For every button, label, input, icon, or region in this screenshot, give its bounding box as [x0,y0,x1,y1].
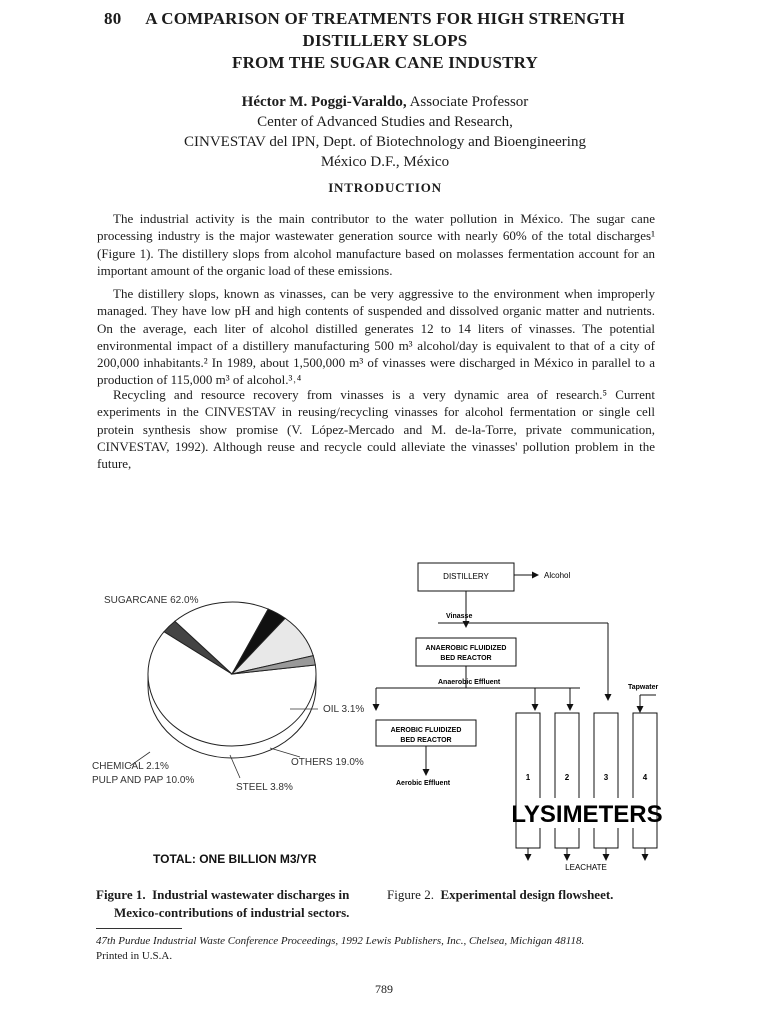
label-anaerobic-2: BED REACTOR [440,655,492,662]
fig2-label: Figure 2. [387,887,434,902]
label-pulp: PULP AND PAP 10.0% [92,775,195,786]
paper-title [40,8,730,74]
pie-slices [148,602,316,758]
author-location: México D.F., México [320,154,450,170]
column-label-3: 3 [603,773,609,782]
footnote-rule [96,928,182,929]
label-aerobic-2: BED REACTOR [400,737,452,744]
pie-chart [0,580,390,880]
label-anaerobic-effluent: Anaerobic Effluent [438,679,501,686]
page-label: 80 [104,9,122,28]
label-oil: OIL 3.1% [323,704,365,715]
total-label: TOTAL: ONE BILLION M3/YR [153,852,317,866]
label-sugarcane: SUGARCANE 62.0% [104,595,199,606]
title-line-1: A COMPARISON OF TREATMENTS FOR HIGH STRENGTH [145,9,625,28]
label-distillery: DISTILLERY [443,572,489,581]
label-aerobic-1: AEROBIC FLUIDIZED [390,727,462,734]
label-vinasse: Vinasse [446,613,473,620]
fig1-text-2: Mexico-contributions of industrial sectors. [114,905,350,920]
author-name: Héctor M. Poggi-Varaldo, [241,94,407,110]
title-line-3: FROM THE SUGAR CANE INDUSTRY [232,53,538,72]
section-heading: INTRODUCTION [328,180,442,195]
author-block [40,92,730,172]
label-lysimeters: LYSIMETERS [511,801,663,828]
paragraph-3: Recycling and resource recovery from vinasses is a very dynamic area of research.⁵ Current experiments in the CINVESTAV in reusing/recycling vinasses for alcohol fermentation or single cell protein synthesis show promise (V. López-Mercado and M. de-la-Torre, private communication, CINVESTAV, 1992). Although reuse and recycle could alleviate the vinasses' pollution problem in the future, [97,387,655,472]
label-tapwater: Tapwater [628,684,659,691]
author-affiliation-1: Center of Advanced Studies and Research, [257,114,513,130]
fig2-text: Experimental design flowsheet. [440,887,614,902]
author-role: Associate Professor [406,94,529,110]
figure-1-caption [96,886,386,922]
label-leachate: LEACHATE [565,863,607,872]
column-label-4: 4 [642,773,648,782]
figure-2-caption [387,886,687,904]
paragraph-2: The distillery slops, known as vinasses, can be very aggressive to the environment when improperly managed. They have low pH and high contents of suspended and dissolved organic matter and nutrients. On the average, each liter of alcohol distilled generates 12 to 14 liters of vinasses. The potential environmental impact of a distillery manufacturing 500 m³ alcohol/day is equivalent to that of a city of 200,000 inhabitants.² In 1989, about 1,500,000 m³ of vinasses were discharged in México in parallel to a production of 115,000 m³ of alcohol.³˒⁴ [97,286,655,388]
page-number: 789 [375,982,393,996]
footnote-line-1: 47th Purdue Industrial Waste Conference Proceedings, 1992 Lewis Publishers, Inc., Chelsea, Michigan 48118. [96,935,585,947]
column-label-1: 1 [525,773,531,782]
title-line-2: DISTILLERY SLOPS [302,31,468,50]
footnote-line-2: Printed in U.S.A. [96,950,173,962]
label-others: OTHERS 19.0% [291,757,364,768]
fig1-label: Figure 1. [96,887,146,902]
label-anaerobic-1: ANAEROBIC FLUIDIZED [425,645,507,652]
author-affiliation-2: CINVESTAV del IPN, Dept. of Biotechnology and Bioengineering [184,134,586,150]
label-aerobic-effluent: Aerobic Effluent [396,780,451,787]
label-alcohol: Alcohol [544,571,571,580]
footnote [96,934,696,964]
column-label-2: 2 [564,773,570,782]
paragraph-1: The industrial activity is the main contributor to the water pollution in México. The sugar cane processing industry is the major wastewater generation source with nearly 60% of the total discharges¹ (Figure 1). The distillery slops from alcohol manufacture based on molasses fermentation account for an important amount of the organic load of these emissions. [97,211,655,278]
label-steel: STEEL 3.8% [236,782,293,793]
fig1-text: Industrial wastewater discharges in [152,887,350,902]
label-chemical: CHEMICAL 2.1% [92,761,169,772]
flowsheet-diagram [350,555,690,880]
